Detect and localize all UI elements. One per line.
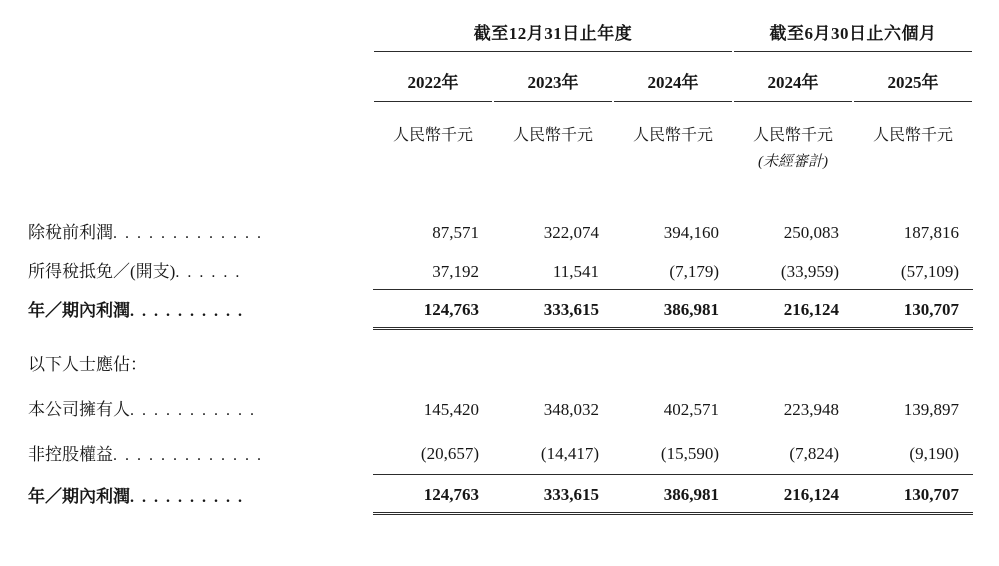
- row-value: 386,981: [613, 289, 733, 328]
- row-value: 333,615: [493, 475, 613, 514]
- row-value: 145,420: [423, 399, 479, 419]
- row-value: (7,824): [733, 430, 853, 475]
- row-value: 124,763: [373, 475, 493, 514]
- row-label: 所得稅抵免／(開支). . . . . .: [28, 262, 242, 281]
- table-row: [28, 250, 973, 289]
- header-group-interim: 截至6月30日止六個月: [733, 18, 973, 58]
- document-page: [0, 18, 999, 566]
- row-value: 322,074: [543, 223, 599, 242]
- spacer-cell: [28, 175, 973, 211]
- row-label: 本公司擁有人. . . . . . . . . . .: [28, 399, 256, 419]
- header-subnote-row: [28, 147, 973, 175]
- header-year-blank: [28, 58, 373, 110]
- row-value: 223,948: [783, 399, 839, 419]
- row-value: 394,160: [663, 223, 719, 242]
- row-value: 333,615: [493, 289, 613, 328]
- header-year-4: 2024年: [733, 58, 853, 110]
- header-unit-blank: [28, 110, 373, 147]
- table-row-total: [28, 289, 973, 328]
- leader-dots: . . . . . . . . . . . . .: [113, 446, 263, 464]
- header-subnote-5: [853, 147, 973, 175]
- table-row: [28, 385, 973, 430]
- header-unit-1: 人民幣千元: [392, 127, 473, 144]
- row-value: [613, 340, 733, 385]
- header-subnote-unaudited: (未經審計): [758, 153, 828, 170]
- header-subnote-3: [613, 147, 733, 175]
- row-value: (15,590): [613, 430, 733, 475]
- row-label: 非控股權益. . . . . . . . . . . . .: [28, 444, 263, 464]
- header-group-annual: 截至12月31日止年度: [373, 18, 733, 58]
- row-gap: [28, 328, 973, 340]
- row-value: 130,707: [853, 475, 973, 514]
- leader-dots: . . . . . . . . . . . . .: [113, 225, 263, 242]
- row-value: 250,083: [783, 223, 839, 242]
- header-subnote-blank: [28, 147, 373, 175]
- row-value: 130,707: [853, 289, 973, 328]
- row-value: (33,959): [733, 250, 853, 289]
- leader-dots: . . . . . .: [175, 264, 242, 281]
- header-year-3: 2024年: [613, 58, 733, 110]
- row-value: 216,124: [733, 289, 853, 328]
- row-value: (20,657): [373, 430, 493, 475]
- row-value: 386,981: [613, 475, 733, 514]
- header-subnote-2: [493, 147, 613, 175]
- row-value: 87,571: [432, 223, 479, 242]
- header-group-blank: [28, 18, 373, 58]
- table-row: [28, 430, 973, 475]
- header-year-2: 2023年: [493, 58, 613, 110]
- header-unit-4: 人民幣千元: [752, 127, 833, 144]
- row-label: 年／期內利潤. . . . . . . . . .: [28, 486, 244, 506]
- leader-dots: . . . . . . . . . .: [130, 303, 244, 320]
- row-value: 124,763: [373, 289, 493, 328]
- row-value: 216,124: [733, 475, 853, 514]
- header-body-spacer: [28, 175, 973, 211]
- row-value: [853, 340, 973, 385]
- row-value: [733, 340, 853, 385]
- header-group-row: [28, 18, 973, 58]
- row-value: (9,190): [853, 430, 973, 475]
- financial-table: [28, 18, 973, 515]
- row-value: 11,541: [493, 250, 613, 289]
- header-year-row: [28, 58, 973, 110]
- table-section-heading: [28, 340, 973, 385]
- row-value: 37,192: [373, 250, 493, 289]
- header-subnote-1: [373, 147, 493, 175]
- row-value: [493, 340, 613, 385]
- row-label: 年／期內利潤. . . . . . . . . .: [28, 301, 244, 320]
- header-year-1: 2022年: [373, 58, 493, 110]
- row-value: 187,816: [903, 223, 959, 242]
- header-year-5: 2025年: [853, 58, 973, 110]
- header-unit-row: [28, 110, 973, 147]
- row-value: 139,897: [903, 399, 959, 419]
- header-unit-5: 人民幣千元: [872, 127, 953, 144]
- row-value: 402,571: [663, 399, 719, 419]
- row-value: (57,109): [853, 250, 973, 289]
- row-value: [373, 340, 493, 385]
- row-label: 除稅前利潤. . . . . . . . . . . . .: [28, 223, 263, 242]
- spacer-cell: [28, 328, 973, 340]
- leader-dots: . . . . . . . . . . .: [130, 401, 256, 419]
- header-unit-2: 人民幣千元: [512, 127, 593, 144]
- header-unit-3: 人民幣千元: [632, 127, 713, 144]
- row-label: 以下人士應佔：: [28, 354, 147, 374]
- row-value: (7,179): [613, 250, 733, 289]
- table-row: [28, 211, 973, 250]
- leader-dots: . . . . . . . . . .: [130, 488, 244, 506]
- table-row-total: [28, 475, 973, 514]
- row-value: (14,417): [493, 430, 613, 475]
- row-value: 348,032: [543, 399, 599, 419]
